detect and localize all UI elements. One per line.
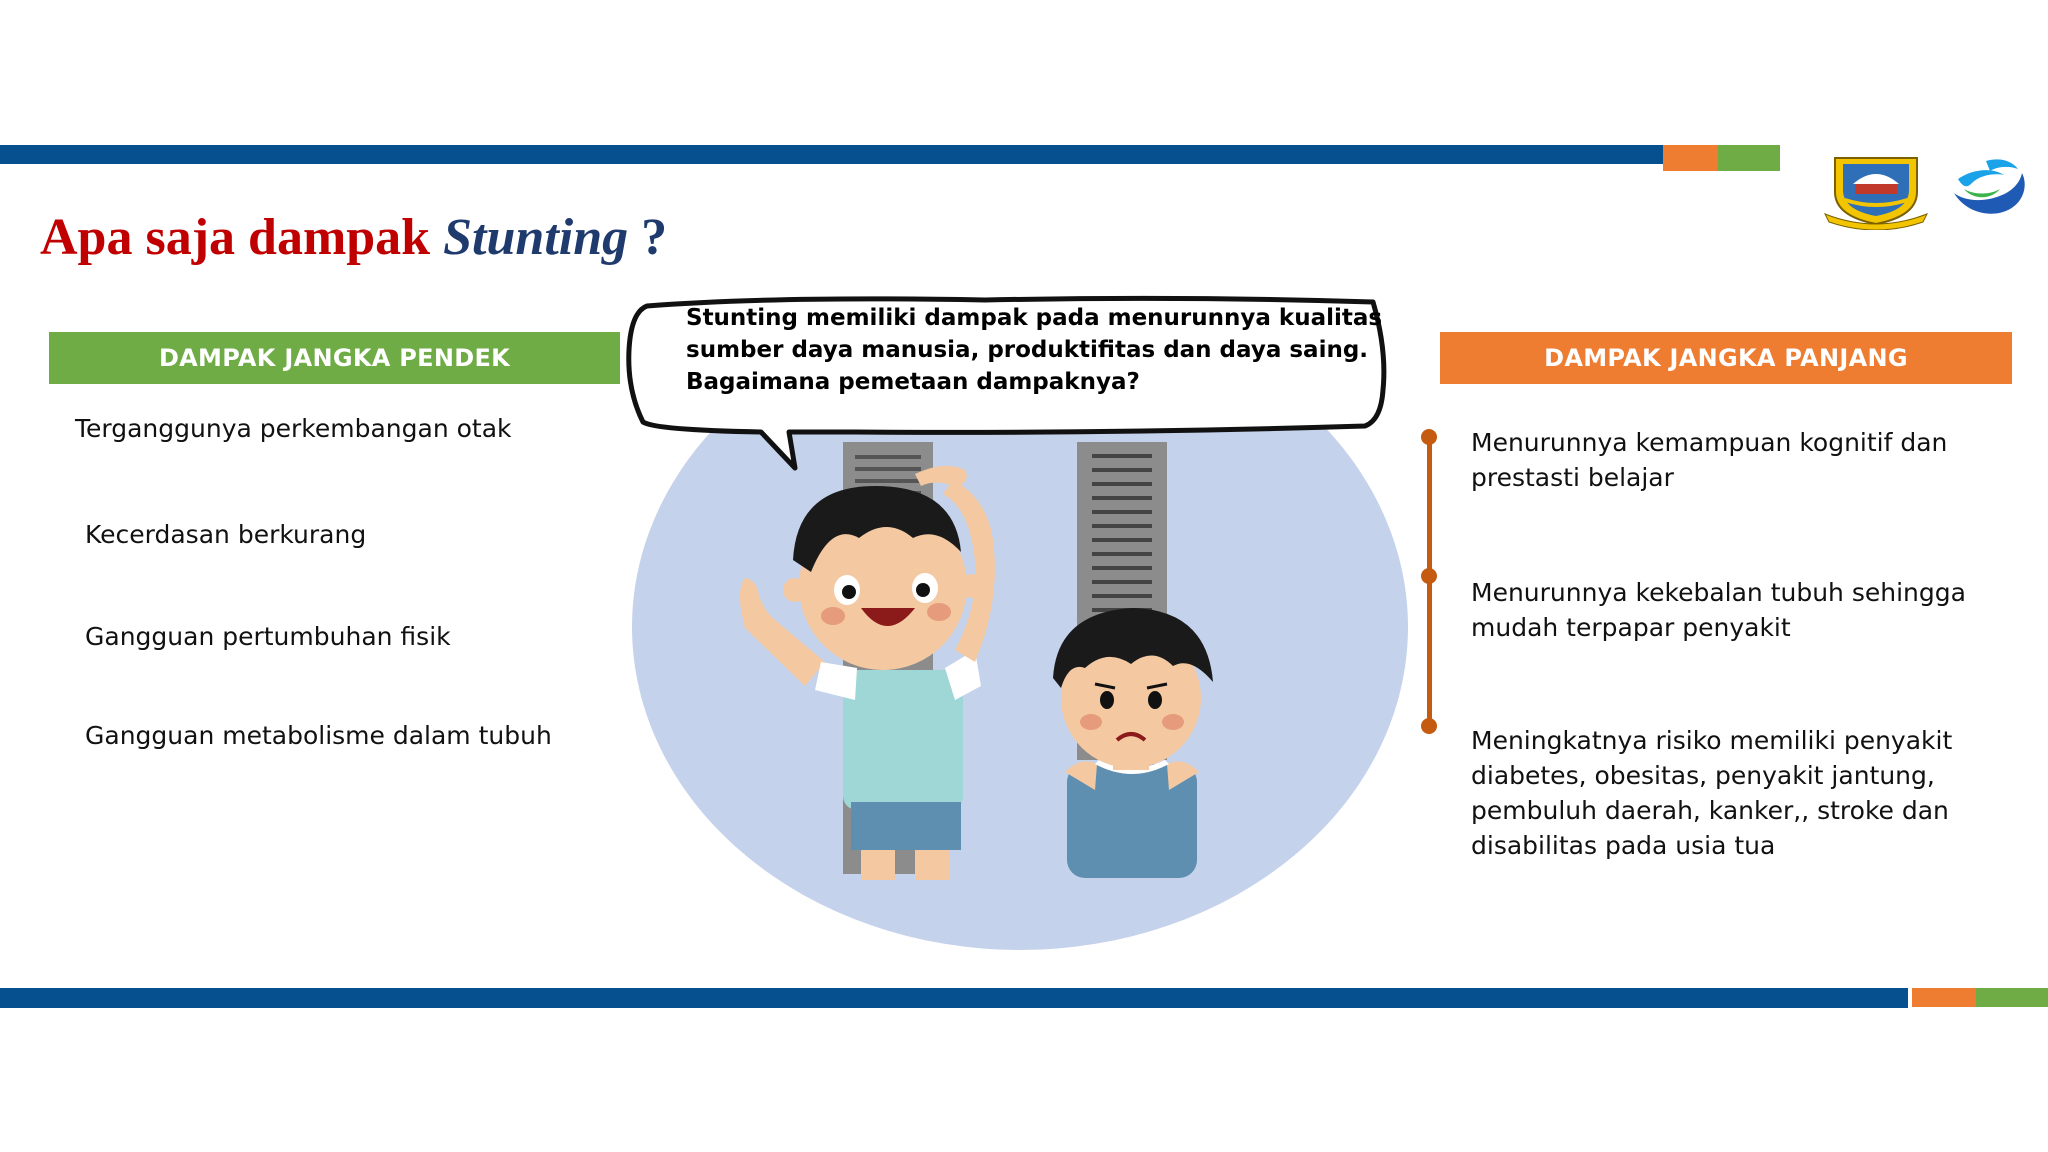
bkkbn-logo — [1950, 155, 2028, 219]
speech-bubble-text: Stunting memiliki dampak pada menurunnya kualitas sumber daya manusia, produktifitas dan daya saing. Bagaimana pemetaan dampaknya? — [686, 305, 1383, 395]
title-emphasis: Stunting — [443, 209, 629, 266]
short-term-item: Gangguan pertumbuhan fisik — [85, 622, 451, 651]
header-bar-green — [1718, 145, 1780, 171]
timeline-dot — [1421, 718, 1437, 734]
long-term-item: Meningkatnya risiko memiliki penyakit diabetes, obesitas, penyakit jantung, pembuluh daerah, kanker,, stroke dan disabilitas pada usia tua — [1471, 726, 1953, 860]
page-title — [40, 206, 667, 270]
footer-bar-green — [1976, 988, 2048, 1007]
header-bar-blue — [0, 145, 1663, 164]
timeline-dot — [1421, 568, 1437, 584]
header-bar-orange — [1663, 145, 1718, 171]
short-term-item: Kecerdasan berkurang — [85, 520, 367, 549]
short-term-item: Terganggunya perkembangan otak — [75, 414, 512, 443]
title-prefix: Apa saja dampak — [40, 209, 444, 266]
short-term-item: Gangguan metabolisme dalam tubuh — [85, 721, 552, 750]
title-suffix: ? — [628, 209, 668, 266]
footer-bar-blue — [0, 988, 1908, 1008]
long-term-header: DAMPAK JANGKA PANJANG — [1440, 332, 2012, 384]
long-term-item: Menurunnya kekebalan tubuh sehingga mudah terpapar penyakit — [1471, 578, 1966, 642]
long-term-item: Menurunnya kemampuan kognitif dan prestasti belajar — [1471, 428, 1948, 492]
short-term-header: DAMPAK JANGKA PENDEK — [49, 332, 620, 384]
province-emblem-logo — [1823, 154, 1929, 230]
timeline-dot — [1421, 429, 1437, 445]
footer-bar-orange — [1912, 988, 1976, 1007]
